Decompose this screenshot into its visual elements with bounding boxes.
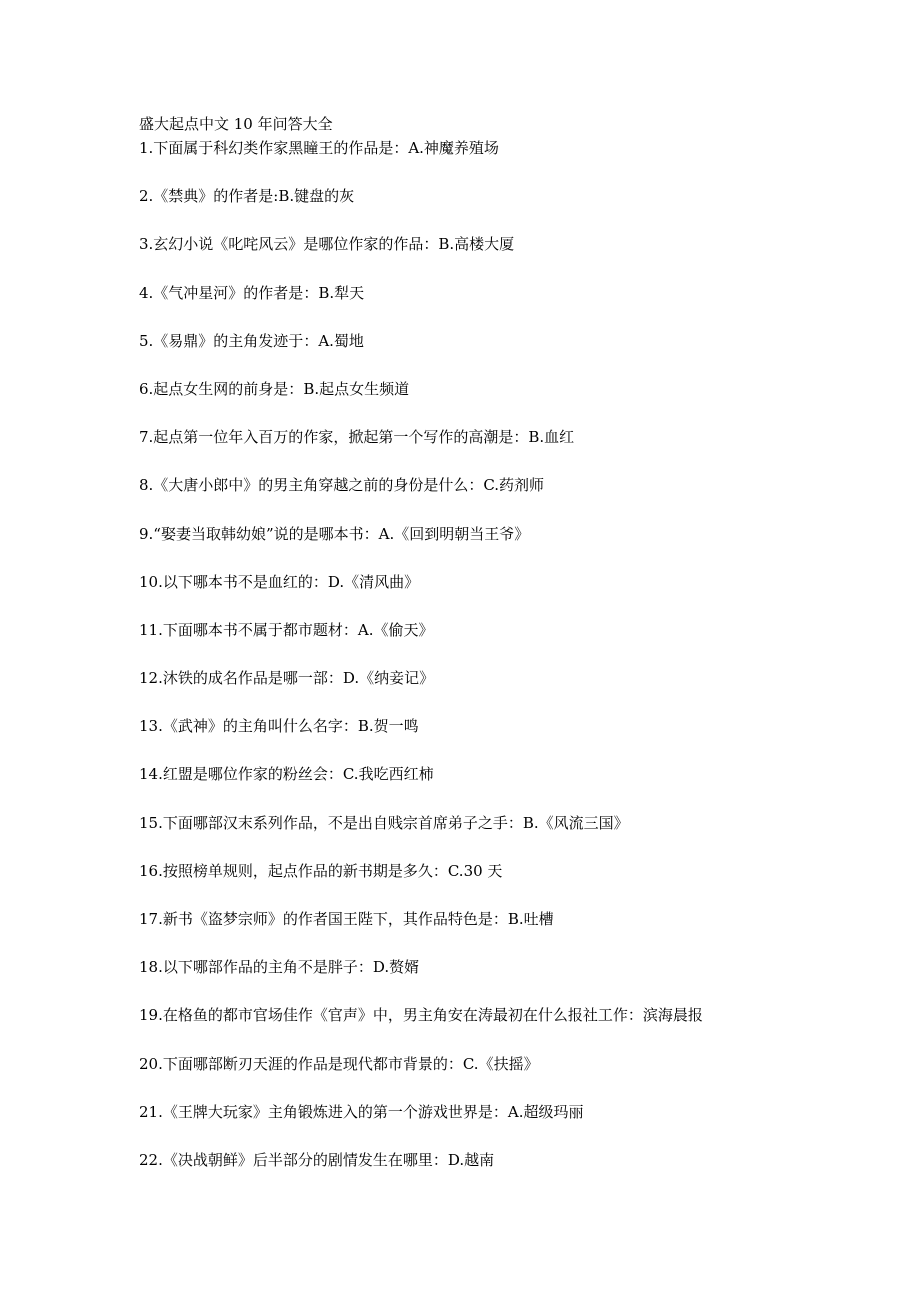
qa-item: 12.沐铁的成名作品是哪一部：D.《纳妾记》 [139, 669, 435, 688]
qa-item: 17.新书《盗梦宗师》的作者国王陛下，其作品特色是：B.吐槽 [139, 910, 554, 928]
qa-list [139, 136, 703, 1196]
qa-item: 4.《气冲星河》的作者是：B.犁天 [139, 283, 365, 302]
qa-item: 19.在格鱼的都市官场佳作《官声》中，男主角安在涛最初在什么报社工作：滨海晨报 [139, 1006, 703, 1025]
qa-item: 9.“娶妻当取韩幼娘”说的是哪本书：A.《回到明朝当王爷》 [139, 524, 530, 543]
qa-item: 20.下面哪部断刃天涯的作品是现代都市背景的：C.《扶摇》 [139, 1054, 539, 1073]
document-title: 盛大起点中文 10 年问答大全 [139, 115, 333, 133]
qa-item: 8.《大唐小郎中》的男主角穿越之前的身份是什么：C.药剂师 [139, 476, 545, 495]
qa-item: 2.《禁典》的作者是:B.键盘的灰 [139, 187, 355, 206]
qa-item: 15.下面哪部汉末系列作品，不是出自贱宗首席弟子之手：B.《风流三国》 [139, 813, 629, 832]
qa-item: 11.下面哪本书不属于都市题材：A.《偷天》 [139, 620, 434, 639]
qa-item: 21.《王牌大玩家》主角锻炼进入的第一个游戏世界是：A.超级玛丽 [139, 1102, 584, 1121]
qa-item: 16.按照榜单规则，起点作品的新书期是多久：C.30 天 [139, 861, 503, 880]
qa-item: 22.《决战朝鲜》后半部分的剧情发生在哪里：D.越南 [139, 1150, 495, 1169]
qa-item: 3.玄幻小说《叱咤风云》是哪位作家的作品：B.高楼大厦 [139, 235, 515, 254]
qa-item: 13.《武神》的主角叫什么名字：B.贺一鸣 [139, 717, 419, 736]
qa-item: 6.起点女生网的前身是：B.起点女生频道 [139, 379, 410, 398]
qa-item: 7.起点第一位年入百万的作家，掀起第一个写作的高潮是：B.血红 [139, 428, 575, 447]
qa-item: 10.以下哪本书不是血红的：D.《清风曲》 [139, 572, 420, 591]
qa-item: 18.以下哪部作品的主角不是胖子：D.赘婿 [139, 958, 420, 977]
qa-item: 1.下面属于科幻类作家黑瞳王的作品是：A.神魔养殖场 [139, 139, 499, 157]
qa-item: 5.《易鼎》的主角发迹于：A.蜀地 [139, 331, 364, 350]
qa-item: 14.红盟是哪位作家的粉丝会：C.我吃西红柿 [139, 765, 434, 784]
